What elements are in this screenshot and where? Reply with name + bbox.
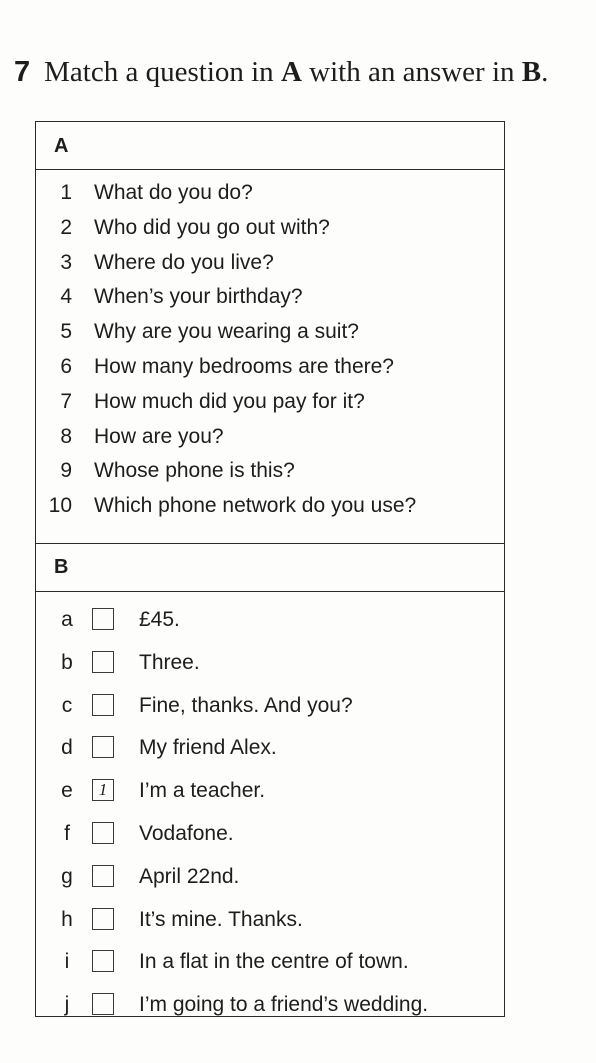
question-text: Why are you wearing a suit? (94, 320, 359, 344)
question-item (36, 176, 504, 211)
question-item (36, 211, 504, 246)
question-list (36, 176, 504, 524)
answer-letter: i (64, 950, 70, 974)
answer-checkbox[interactable]: 1 (92, 779, 114, 801)
exercise-heading (14, 54, 548, 90)
answer-letter: h (61, 907, 73, 931)
answer-checkbox[interactable] (92, 736, 114, 758)
answer-checkbox[interactable] (92, 694, 114, 716)
instruction-col-a: A (280, 56, 302, 88)
instruction-text-1: Match a question in (44, 56, 281, 88)
question-text: Where do you live? (94, 250, 274, 274)
answer-item (36, 770, 504, 813)
question-number: 4 (60, 285, 72, 309)
instruction-col-b: B (521, 56, 542, 88)
question-text: When’s your birthday? (94, 285, 303, 309)
question-text: What do you do? (94, 181, 253, 204)
section-b-top-divider (36, 543, 504, 544)
answer-checkbox[interactable] (92, 608, 114, 630)
question-number: 1 (60, 181, 72, 204)
answer-letter: f (64, 821, 70, 845)
answer-item (36, 856, 504, 899)
answer-letter: d (61, 736, 73, 760)
question-text: Who did you go out with? (94, 215, 330, 239)
answer-item (36, 899, 504, 942)
answer-item (36, 984, 504, 1027)
answer-letter: j (64, 993, 70, 1017)
answer-text: April 22nd. (139, 864, 240, 888)
section-a-divider (36, 169, 504, 170)
answer-checkbox[interactable] (92, 993, 114, 1015)
question-item (36, 454, 504, 489)
section-b-label: B (54, 556, 69, 578)
question-text: How many bedrooms are there? (94, 354, 394, 378)
question-text: How much did you pay for it? (94, 389, 365, 413)
answer-letter: b (61, 650, 73, 674)
answer-item (36, 941, 504, 984)
answer-text: Fine, thanks. And you? (139, 693, 353, 717)
question-item (36, 489, 504, 524)
answer-checkbox[interactable] (92, 651, 114, 673)
answer-text: Vodafone. (139, 821, 234, 845)
question-number: 3 (60, 250, 72, 274)
question-text: Which phone network do you use? (94, 494, 417, 518)
answer-item (36, 727, 504, 770)
question-text: Whose phone is this? (94, 459, 295, 483)
question-item (36, 280, 504, 315)
question-item (36, 385, 504, 420)
exercise-number: 7 (14, 56, 31, 88)
question-number: 2 (60, 215, 72, 239)
question-item (36, 246, 504, 281)
question-text: How are you? (94, 424, 224, 448)
answer-item (36, 685, 504, 728)
question-number: 10 (48, 494, 72, 518)
matching-table (35, 121, 505, 1017)
question-item (36, 315, 504, 350)
question-number: 7 (60, 389, 72, 413)
question-number: 8 (60, 424, 72, 448)
answer-text: £45. (139, 608, 180, 631)
answer-item (36, 599, 504, 642)
answer-text: In a flat in the centre of town. (139, 950, 409, 974)
question-number: 9 (60, 459, 72, 483)
answer-checkbox[interactable] (92, 908, 114, 930)
answer-item (36, 642, 504, 685)
question-item (36, 350, 504, 385)
answer-list (36, 599, 504, 1027)
instruction-text-2: with an answer in (301, 56, 522, 88)
answer-text: Three. (139, 650, 200, 674)
section-b-divider (36, 591, 504, 592)
answer-letter: c (61, 693, 73, 717)
answer-letter: e (61, 779, 73, 803)
answer-checkbox[interactable] (92, 950, 114, 972)
answer-checkbox[interactable] (92, 865, 114, 887)
instruction-text-3: . (541, 56, 549, 88)
answer-text: It’s mine. Thanks. (139, 907, 303, 931)
answer-text: I’m a teacher. (139, 779, 266, 803)
answer-checkbox[interactable] (92, 822, 114, 844)
answer-text: My friend Alex. (139, 736, 277, 760)
answer-letter: g (61, 864, 73, 888)
question-number: 6 (60, 354, 72, 378)
question-number: 5 (60, 320, 72, 344)
answer-letter: a (61, 608, 73, 631)
question-item (36, 420, 504, 455)
section-a-label: A (54, 135, 69, 157)
answer-text: I’m going to a friend’s wedding. (139, 993, 429, 1017)
answer-item (36, 813, 504, 856)
